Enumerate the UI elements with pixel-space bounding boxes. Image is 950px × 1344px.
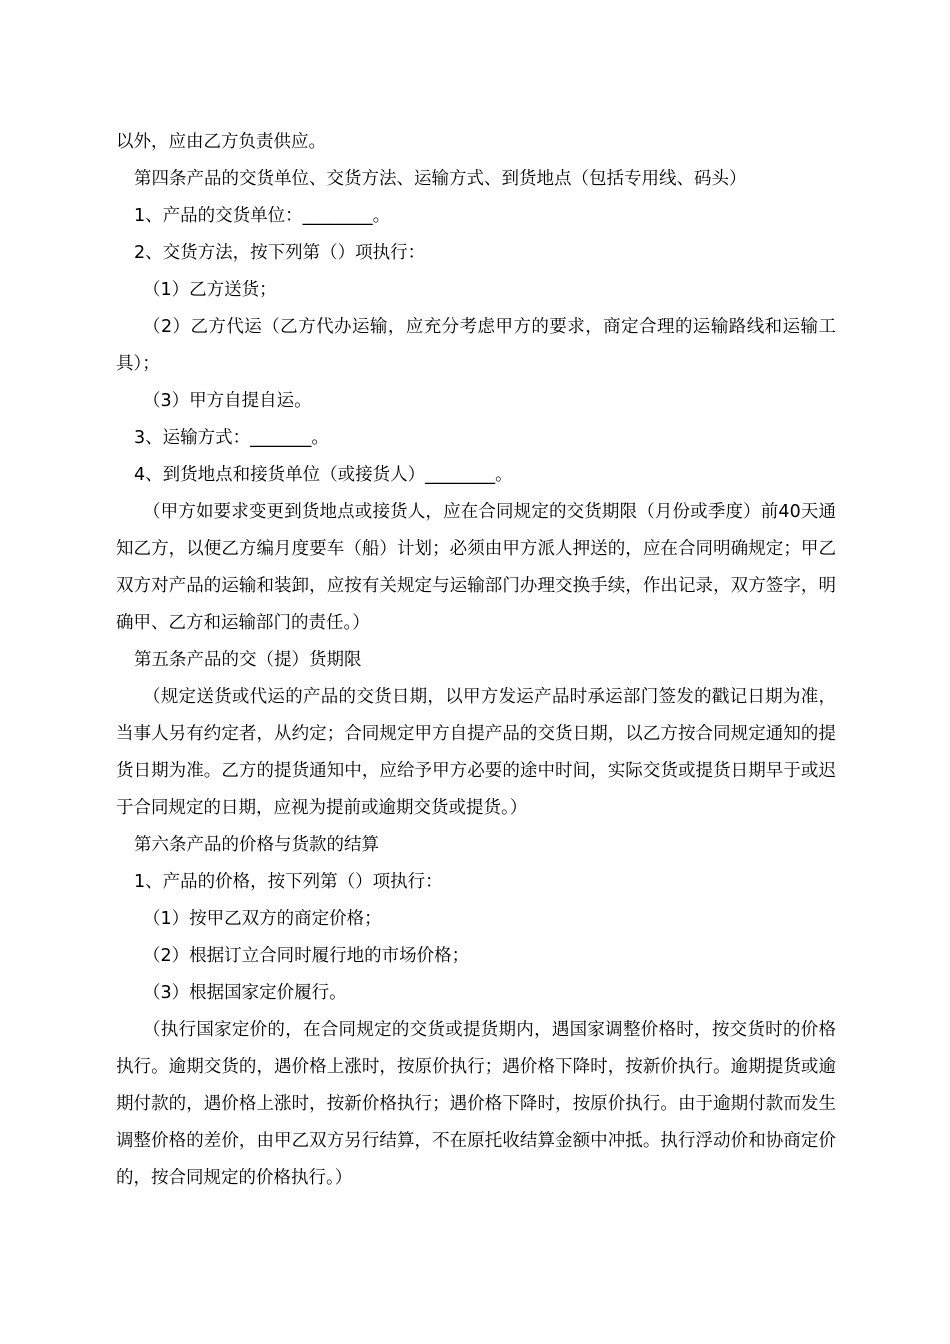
option-state-price: （3）根据国家定价履行。 xyxy=(143,983,347,1003)
option-negotiated-price: （1）按甲乙双方的商定价格； xyxy=(143,909,382,929)
option-seller-ships: （2）乙方代运（乙方代办运输，应充分考虑甲方的要求，商定合理的运输路线和运输工具）； xyxy=(116,317,836,374)
note-delivery-date: （规定送货或代运的产品的交货日期，以甲方发运产品时承运部门签发的戳记日期为准，当事人另有约定者，从约定；合同规定甲方自提产品的交货日期，以乙方按合同规定通知的提货日期为准。乙方的提货通知中，应给予甲方必要的途中时间，实际交货或提货日期早于或迟于合同规定的日期，应视为提前或逾期交货或提货。） xyxy=(116,687,836,818)
note-arrival-change: （甲方如要求变更到货地点或接货人，应在合同规定的交货期限（月份或季度）前40天通知乙方，以便乙方编月度要车（船）计划；必须由甲方派人押送的，应在合同明确规定；甲乙双方对产品的运输和装卸，应按有关规定与运输部门办理交换手续，作出记录，双方签字，明确甲、乙方和运输部门的责任。） xyxy=(116,502,836,633)
clause-delivery-method: 2、交货方法，按下列第（）项执行： xyxy=(134,243,426,263)
article-6-heading: 第六条产品的价格与货款的结算 xyxy=(134,835,379,855)
clause-arrival-place: 4、到货地点和接货单位（或接货人）________。 xyxy=(134,465,513,485)
option-seller-delivers: （1）乙方送货； xyxy=(143,280,277,300)
contract-body xyxy=(116,124,836,1197)
option-market-price: （2）根据订立合同时履行地的市场价格； xyxy=(143,946,470,966)
note-price-adjustment: （执行国家定价的，在合同规定的交货或提货期内，遇国家调整价格时，按交货时的价格执行。逾期交货的，遇价格上涨时，按原价执行；遇价格下降时，按新价执行。逾期提货或逾期付款的，遇价格上涨时，按新价格执行；遇价格下降时，按原价执行。由于逾期付款而发生调整价格的差价，由甲乙双方另行结算，不在原托收结算金额中冲抵。执行浮动价和协商定价的，按合同规定的价格执行。） xyxy=(116,1020,836,1188)
option-buyer-pickup: （3）甲方自提自运。 xyxy=(143,391,312,411)
paragraph-continuation: 以外，应由乙方负责供应。 xyxy=(116,132,326,152)
clause-product-price: 1、产品的价格，按下列第（）项执行： xyxy=(134,872,443,892)
article-4-heading: 第四条产品的交货单位、交货方法、运输方式、到货地点（包括专用线、码头） xyxy=(134,169,747,189)
clause-transport-mode: 3、运输方式：_______。 xyxy=(134,428,329,448)
article-5-heading: 第五条产品的交（提）货期限 xyxy=(134,650,362,670)
clause-delivery-unit: 1、产品的交货单位：________。 xyxy=(134,206,391,226)
